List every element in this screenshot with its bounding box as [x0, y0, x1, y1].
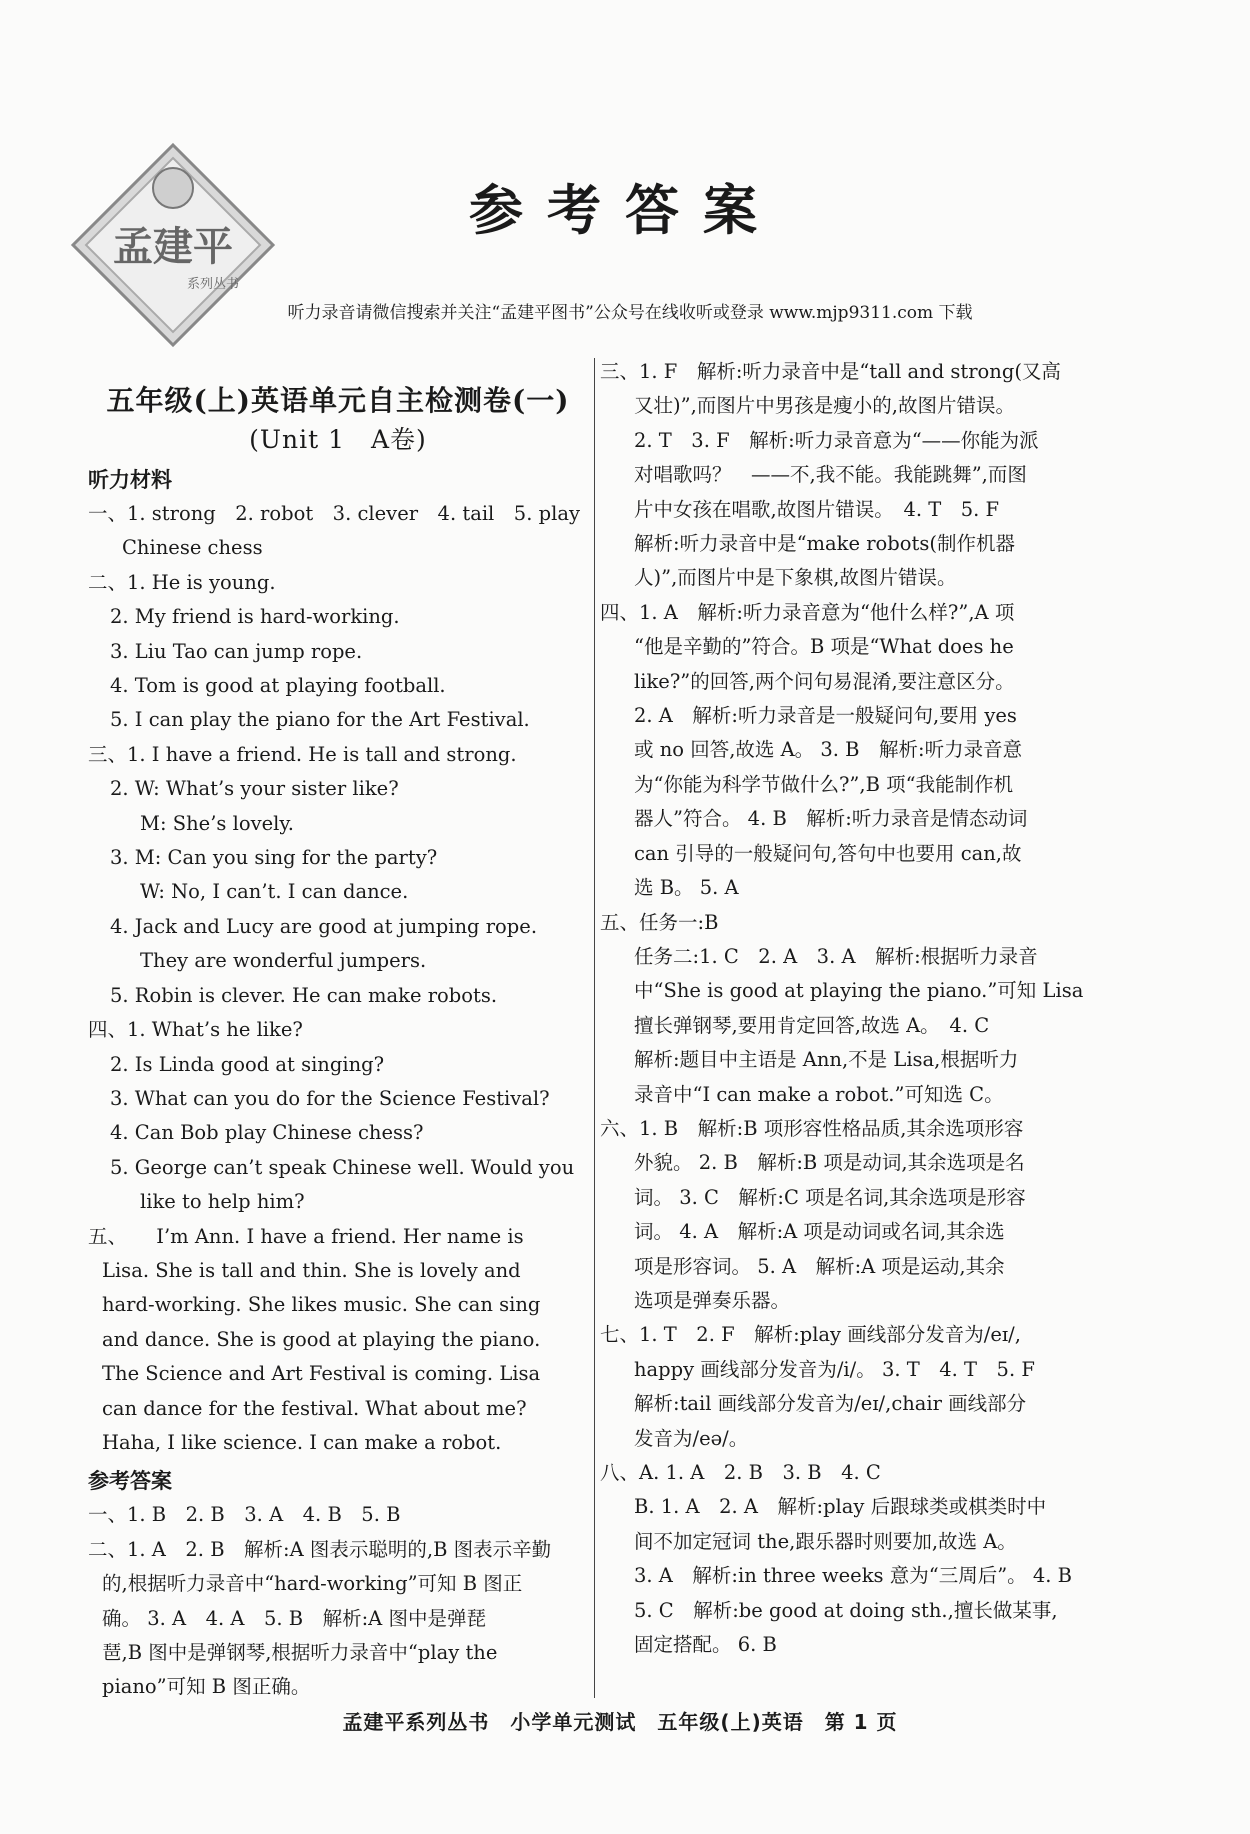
- answer-line: 解析:题目中主语是 Ann,不是 Lisa,根据听力: [634, 1048, 1019, 1072]
- test-subtitle: (Unit 1 A卷): [249, 425, 427, 454]
- listening-line: 五、 I’m Ann. I have a friend. Her name is: [88, 1224, 524, 1248]
- answer-line: 词。 4. A 解析:A 项是动词或名词,其余选: [634, 1220, 1005, 1244]
- answer-line: happy 画线部分发音为/i/。 3. T 4. T 5. F: [634, 1357, 1035, 1381]
- answer-line: 五、任务一:B: [600, 910, 719, 934]
- answer-line: 四、1. A 解析:听力录音意为“他什么样?”,A 项: [600, 600, 1015, 624]
- answer-line: 或 no 回答,故选 A。 3. B 解析:听力录音意: [634, 738, 1023, 762]
- listening-line: 2. Is Linda good at singing?: [110, 1052, 385, 1076]
- answer-line: 间不加定冠词 the,跟乐器时则要加,故选 A。: [634, 1529, 1017, 1553]
- answer-line: 三、1. F 解析:听力录音中是“tall and strong(又高: [600, 360, 1061, 383]
- answers-heading: 参考答案: [88, 1469, 172, 1494]
- answer-line: 的,根据听力录音中“hard-working”可知 B 图正: [102, 1572, 523, 1596]
- listening-line: 4. Jack and Lucy are good at jumping rope.: [110, 914, 538, 938]
- listening-line: 一、1. strong 2. robot 3. clever 4. tail 5. play: [88, 502, 580, 525]
- listening-line: W: No, I can’t. I can dance.: [140, 880, 409, 904]
- answer-line: piano”可知 B 图正确。: [102, 1675, 311, 1699]
- answer-line: 八、A. 1. A 2. B 3. B 4. C: [600, 1461, 881, 1484]
- listening-line: Lisa. She is tall and thin. She is lovely and: [102, 1258, 521, 1282]
- page-title: 参考答案: [469, 178, 781, 242]
- svg-text:系列丛书: 系列丛书: [186, 277, 240, 292]
- listening-line: 四、1. What’s he like?: [88, 1018, 303, 1042]
- svg-text:孟建平: 孟建平: [113, 223, 233, 270]
- column-divider: [594, 358, 595, 1698]
- download-notice: 听力录音请微信搜索并关注“孟建平图书”公众号在线收听或登录 www.mjp9311.com 下载: [287, 303, 973, 323]
- listening-line: 2. W: What’s your sister like?: [110, 777, 399, 801]
- answer-line: 解析:tail 画线部分发音为/eɪ/,chair 画线部分: [634, 1392, 1027, 1416]
- answer-line: 擅长弹钢琴,要用肯定回答,故选 A。 4. C: [634, 1013, 990, 1037]
- answer-line: 人)”,而图片中是下象棋,故图片错误。: [634, 566, 957, 590]
- answer-line: 确。 3. A 4. A 5. B 解析:A 图中是弹琵: [102, 1606, 486, 1630]
- answer-line: 选项是弹奏乐器。: [634, 1288, 791, 1312]
- listening-line: 二、1. He is young.: [88, 570, 276, 594]
- listening-line: 3. What can you do for the Science Festival?: [110, 1086, 550, 1110]
- answer-line: 一、1. B 2. B 3. A 4. B 5. B: [88, 1503, 401, 1527]
- answer-line: 词。 3. C 解析:C 项是名词,其余选项是形容: [634, 1185, 1026, 1209]
- answer-line: can 引导的一般疑问句,答句中也要用 can,故: [634, 841, 1022, 865]
- page-footer: 孟建平系列丛书 小学单元测试 五年级(上)英语 第 1 页: [342, 1710, 898, 1734]
- answer-line: 二、1. A 2. B 解析:A 图表示聪明的,B 图表示辛勤: [88, 1537, 552, 1561]
- listening-line: and dance. She is good at playing the piano.: [102, 1327, 541, 1351]
- answer-line: 器人”符合。 4. B 解析:听力录音是情态动词: [634, 807, 1028, 831]
- answer-line: like?”的回答,两个问句易混淆,要注意区分。: [634, 669, 1015, 693]
- answer-line: 解析:听力录音中是“make robots(制作机器: [634, 532, 1015, 556]
- answer-line: 中“She is good at playing the piano.”可知 Lisa: [634, 979, 1084, 1003]
- answer-line: 项是形容词。 5. A 解析:A 项是运动,其余: [634, 1254, 1005, 1278]
- listening-line: 4. Can Bob play Chinese chess?: [110, 1121, 424, 1145]
- answer-line: 对唱歌吗？ ——不,我不能。我能跳舞”,而图: [634, 463, 1027, 487]
- listening-line: 3. Liu Tao can jump rope.: [110, 639, 363, 663]
- listening-line: They are wonderful jumpers.: [140, 949, 427, 973]
- answer-line: 为“你能为科学节做什么?”,B 项“我能制作机: [634, 772, 1014, 796]
- answer-line: 琶,B 图中是弹钢琴,根据听力录音中“play the: [102, 1641, 498, 1664]
- listening-heading: 听力材料: [88, 468, 172, 492]
- answer-line: 又壮)”,而图片中男孩是瘦小的,故图片错误。: [634, 394, 1015, 418]
- listening-line: can dance for the festival. What about me?: [102, 1396, 527, 1420]
- answer-line: “他是辛勤的”符合。B 项是“What does he: [634, 635, 1014, 659]
- answer-line: 七、1. T 2. F 解析:play 画线部分发音为/eɪ/,: [600, 1323, 1021, 1347]
- answer-line: 六、1. B 解析:B 项形容性格品质,其余选项形容: [600, 1116, 1024, 1140]
- left-column: [88, 355, 588, 1705]
- listening-line: hard-working. She likes music. She can sing: [102, 1293, 541, 1317]
- listening-line: 三、1. I have a friend. He is tall and strong.: [88, 742, 517, 766]
- listening-line: like to help him?: [140, 1190, 305, 1214]
- answer-line: B. 1. A 2. A 解析:play 后跟球类或棋类时中: [634, 1495, 1047, 1519]
- answer-line: 发音为/eə/。: [634, 1426, 749, 1450]
- listening-line: Haha, I like science. I can make a robot.: [102, 1430, 502, 1454]
- answer-line: 外貌。 2. B 解析:B 项是动词,其余选项是名: [634, 1151, 1025, 1175]
- listening-line: 5. George can’t speak Chinese well. Would you: [110, 1155, 575, 1179]
- answer-line: 2. T 3. F 解析:听力录音意为“——你能为派: [634, 428, 1039, 452]
- listening-line: Chinese chess: [122, 536, 263, 560]
- answer-line: 5. C 解析:be good at doing sth.,擅长做某事,: [634, 1598, 1058, 1622]
- test-title: 五年级(上)英语单元自主检测卷(一): [106, 384, 570, 417]
- listening-line: M: She’s lovely.: [140, 811, 294, 835]
- listening-line: 4. Tom is good at playing football.: [110, 674, 446, 698]
- listening-line: 3. M: Can you sing for the party?: [110, 846, 438, 870]
- listening-line: 2. My friend is hard-working.: [110, 605, 400, 629]
- answer-line: 片中女孩在唱歌,故图片错误。 4. T 5. F: [634, 497, 1000, 521]
- answer-line: 2. A 解析:听力录音是一般疑问句,要用 yes: [634, 704, 1017, 728]
- answer-line: 3. A 解析:in three weeks 意为“三周后”。 4. B: [634, 1564, 1073, 1588]
- listening-line: The Science and Art Festival is coming. Lisa: [102, 1362, 541, 1386]
- answer-line: 任务二:1. C 2. A 3. A 解析:根据听力录音: [634, 944, 1038, 968]
- answer-line: 录音中“I can make a robot.”可知选 C。: [634, 1082, 1004, 1106]
- listening-line: 5. I can play the piano for the Art Festival.: [110, 708, 530, 732]
- right-column: [600, 355, 1110, 1662]
- listening-line: 5. Robin is clever. He can make robots.: [110, 983, 498, 1007]
- answer-line: 固定搭配。 6. B: [634, 1633, 777, 1657]
- answer-line: 选 B。 5. A: [634, 876, 739, 900]
